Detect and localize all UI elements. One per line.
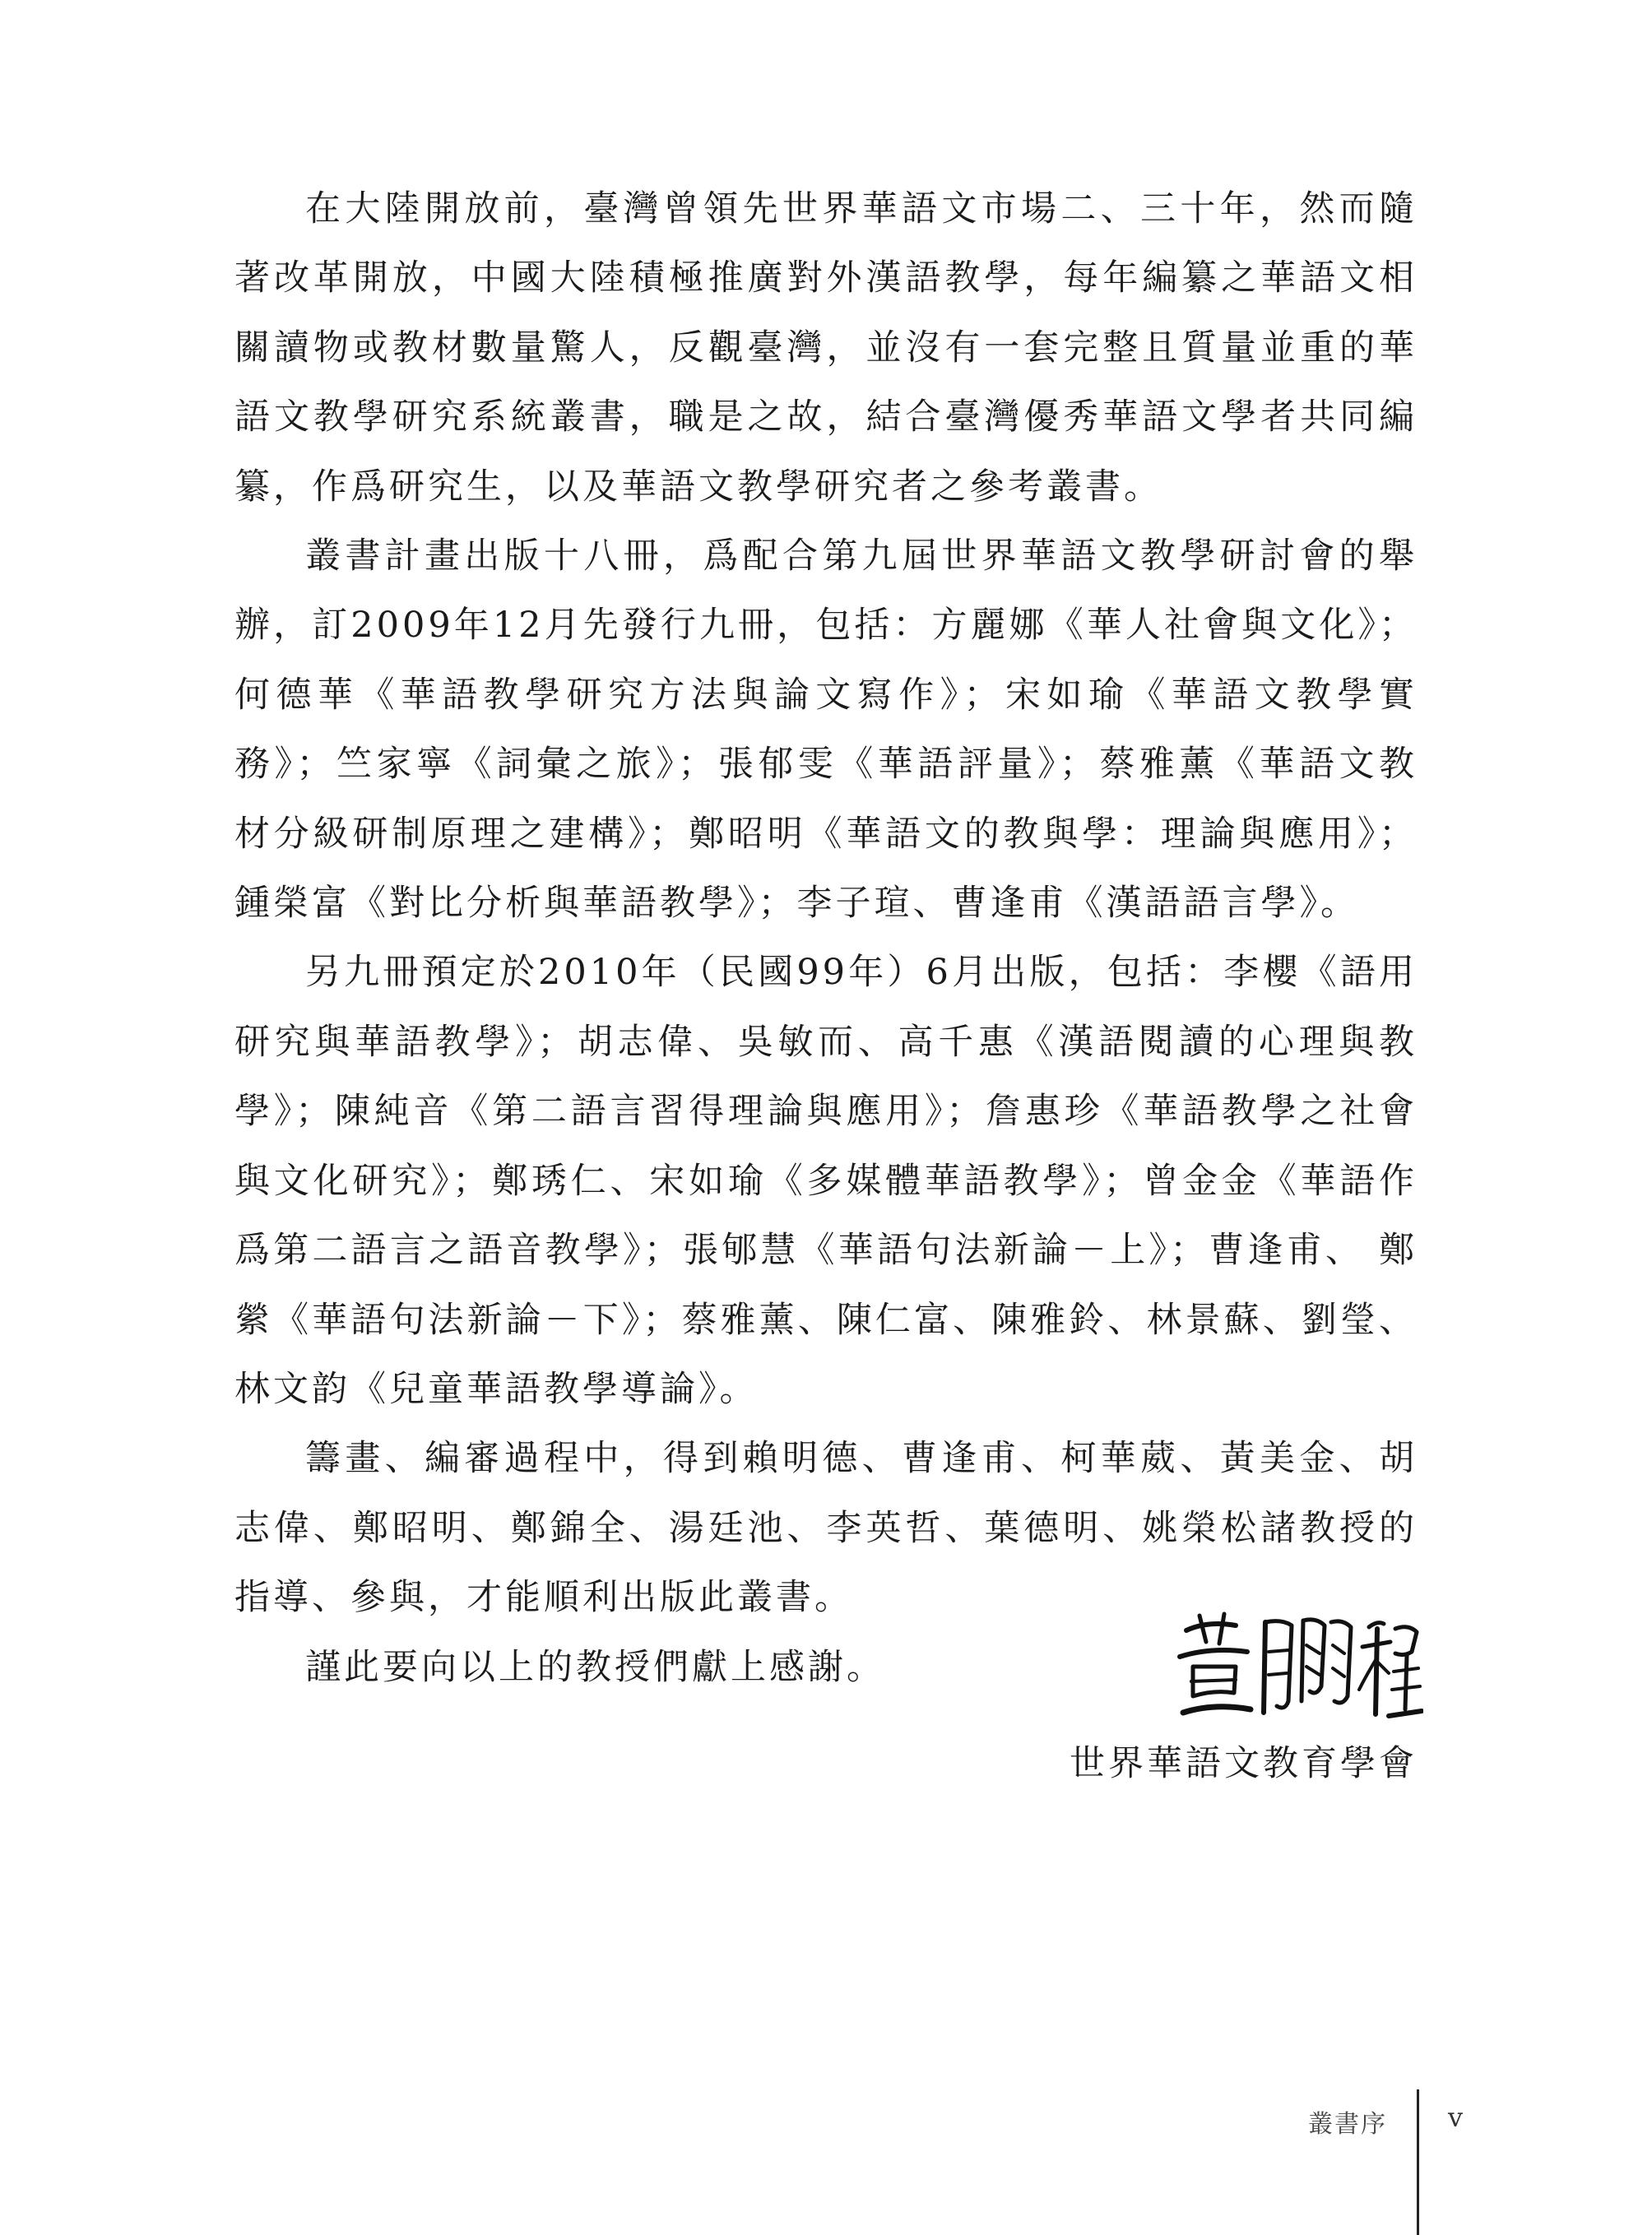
page-number: v [1448, 2102, 1464, 2133]
paragraph-intro: 在大陸開放前，臺灣曾領先世界華語文市場二、三十年，然而隨著改革開放，中國大陸積極推廣對外漢語教學，每年編纂之華語文相關讀物或教材數量驚人，反觀臺灣，並沒有一套完整且質量並重的華語文教學研究系統叢書，職是之故，結合臺灣優秀華語文學者共同編纂，作爲研究生，以及華語文教學研究者之參考叢書。 [234, 188, 1418, 508]
preface-body [234, 174, 1418, 1702]
paragraph-acknowledgement: 籌畫、編審過程中，得到賴明德、曹逢甫、柯華葳、黃美金、胡志偉、鄭昭明、鄭錦全、湯廷池、李英哲、葉德明、姚榮松諸教授的指導、參與，才能順利出版此叢書。 [234, 1438, 1418, 1619]
paragraph-thanks: 謹此要向以上的教授們獻上感謝。 [305, 1646, 885, 1688]
footer-divider [1417, 2089, 1419, 2235]
handwritten-signature [1168, 1604, 1423, 1727]
organization-name: 世界華語文教育學會 [1070, 1743, 1418, 1784]
paragraph-first-batch: 叢書計畫出版十八冊，爲配合第九屆世界華語文教學研討會的舉辦，訂2009年12月先發行九冊，包括：方麗娜《華人社會與文化》；何德華《華語教學研究方法與論文寫作》；宋如瑜《華語文教學實務》；竺家寧《詞彙之旅》；張郁雯《華語評量》；蔡雅薰《華語文教材分級研制原理之建構》；鄭昭明《華語文的教與學：理論與應用》；鍾榮富《對比分析與華語教學》；李子瑄、曹逢甫《漢語語言學》。 [234, 536, 1418, 925]
paragraph-second-batch: 另九冊預定於2010年（民國99年）6月出版，包括：李櫻《語用研究與華語教學》；胡志偉、吳敏而、高千惠《漢語閱讀的心理與教學》；陳純音《第二語言習得理論與應用》；詹惠珍《華語教學之社會與文化研究》；鄭琇仁、宋如瑜《多媒體華語教學》；曾金金《華語作爲第二語言之語音教學》；張郇慧《華語句法新論－上》；曹逢甫、 鄭縈《華語句法新論－下》；蔡雅薰、陳仁富、陳雅鈴、林景蘇、劉瑩、林文韵《兒童華語教學導論》。 [234, 952, 1418, 1410]
footer-section-label: 叢書序 [1308, 2110, 1387, 2139]
